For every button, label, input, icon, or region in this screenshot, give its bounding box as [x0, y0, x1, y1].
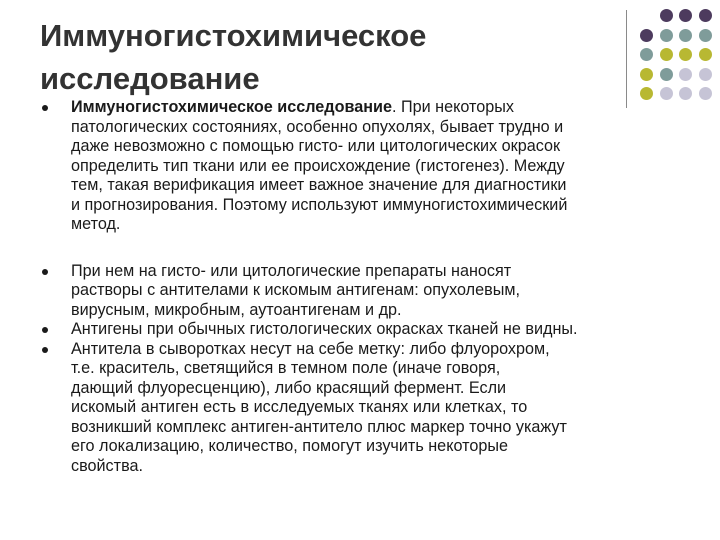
bullet-line: патологических состояниях, особенно опухолях, бывает трудно и	[71, 117, 564, 136]
decorative-dot	[699, 68, 712, 81]
decorative-dot	[640, 68, 653, 81]
bullet-line: и прогнозирования. Поэтому используют иммуногистохимический	[71, 195, 568, 214]
decorative-dot	[699, 9, 712, 22]
bullet-line: Антигены при обычных гистологических окрасках тканей не видны.	[71, 320, 578, 338]
decorative-divider	[626, 10, 627, 108]
bullet-text: . При некоторых	[391, 98, 514, 116]
slide-title-line-1: Иммуногистохимическое	[40, 18, 427, 53]
decorative-dot	[699, 87, 712, 100]
bullet-line: возникший комплекс антиген-антитело плюс маркер точно укажут	[71, 417, 567, 436]
bullet-icon	[40, 262, 50, 282]
decorative-dot	[660, 9, 673, 22]
bullet-line: вирусным, микробным, аутоантигенам и др.	[71, 300, 402, 319]
bullet-line: метод.	[71, 215, 121, 233]
bullet-line: искомый антиген есть в исследуемых тканях или клетках, то	[71, 398, 528, 416]
bullet-lead-term: Иммуногистохимическое исследование	[71, 98, 392, 116]
decorative-dot	[640, 29, 653, 42]
bullet-line: даже невозможно с помощью гисто- или цитологических окрасок	[71, 137, 561, 155]
decorative-dot	[640, 48, 653, 61]
bullet-item-ihc-intro	[40, 98, 700, 235]
decorative-dot	[679, 9, 692, 22]
bullet-list	[40, 98, 700, 476]
bullet-item-antigens	[40, 320, 700, 340]
bullet-line: его локализацию, количество, помогут изучить некоторые	[71, 437, 508, 455]
bullet-icon	[40, 340, 50, 360]
bullet-line: Антитела в сыворотках несут на себе метку: либо флуорохром,	[71, 339, 550, 358]
decorative-dot	[699, 29, 712, 42]
bullet-item-method	[40, 262, 700, 321]
bullet-spacer	[40, 235, 700, 262]
bullet-item-antibodies	[40, 340, 700, 477]
decorative-dot	[660, 48, 673, 61]
bullet-line: т.е. краситель, светящийся в темном поле (иначе говоря,	[71, 359, 501, 377]
decorative-dot	[679, 48, 692, 61]
slide-title	[40, 14, 600, 100]
decorative-dot	[660, 68, 673, 81]
bullet-line: При нем на гисто- или цитологические препараты наносят	[71, 261, 512, 280]
bullet-icon	[40, 320, 50, 340]
bullet-line: свойства.	[71, 456, 143, 475]
decorative-dot-grid	[640, 9, 720, 109]
bullet-line	[71, 98, 700, 118]
decorative-dot	[699, 48, 712, 61]
bullet-line: растворы с антителами к искомым антигенам: опухолевым,	[71, 281, 520, 299]
bullet-line: тем, такая верификация имеет важное значение для диагностики	[71, 176, 567, 194]
decorative-dot	[679, 29, 692, 42]
decorative-dot	[660, 29, 673, 42]
bullet-icon	[40, 98, 50, 118]
slide-title-line-2: исследование	[40, 61, 260, 96]
decorative-dot	[679, 68, 692, 81]
bullet-line: дающий флуоресценцию), либо красящий фермент. Если	[71, 378, 507, 397]
bullet-line: определить тип ткани или ее происхождение (гистогенез). Между	[71, 156, 565, 175]
